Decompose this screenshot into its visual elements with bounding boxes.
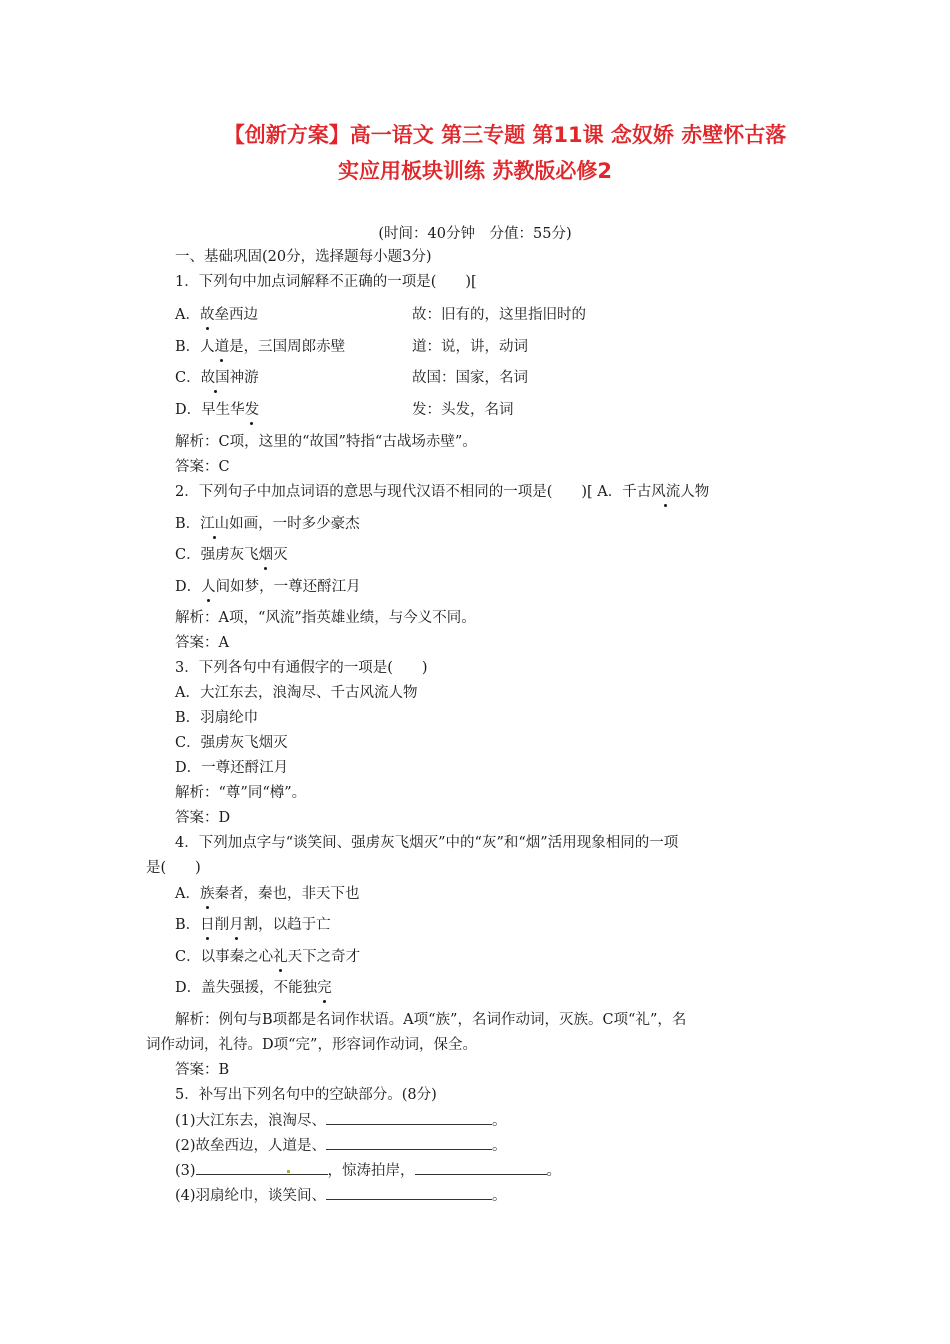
q3-stem: 3．下列各句中有通假字的一项是( ) [175, 660, 428, 676]
fill-blank[interactable] [326, 1185, 492, 1200]
q3-option-d: D．一尊还酹江月 [175, 760, 289, 776]
document-title-line-1: 【创新方案】高一语文 第三专题 第11课 念奴娇 赤壁怀古落 [223, 123, 787, 147]
q1-stem: 1．下列句中加点词解释不正确的一项是( )[ [175, 274, 477, 290]
q1-analysis: 解析：C项，这里的“故国”特指“古战场赤壁”。 [175, 434, 477, 450]
q3-option-a: A．大江东去，浪淘尽、千古风流人物 [175, 685, 418, 701]
q3-answer: 答案：D [175, 810, 231, 826]
q2-option-b: B．江山如画，一时多少豪杰 [175, 516, 360, 532]
q1-answer: 答案：C [175, 459, 230, 475]
q1-option-b-note: 道：说，讲，动词 [412, 339, 528, 355]
q5-item-2: (2)故垒西边，人道是、 。 [175, 1135, 507, 1156]
q1-option-c-note: 故国：国家，名词 [412, 370, 528, 386]
q4-answer: 答案：B [175, 1062, 230, 1078]
q5-item-4: (4)羽扇纶巾，谈笑间、 。 [175, 1185, 507, 1206]
q5-item-3: (3) ，惊涛拍岸， 。 [175, 1160, 561, 1181]
q1-option-a: A．故垒西边 [175, 307, 258, 323]
q5-item-1: (1)大江东去，浪淘尽、 。 [175, 1110, 507, 1131]
q1-option-d-note: 发：头发，名词 [412, 402, 514, 418]
q4-stem-line-1: 4．下列加点字与“谈笑间、强虏灰飞烟灭”中的“灰”和“烟”活用现象相同的一项 [175, 835, 679, 851]
document-title-line-2: 实应用板块训练 苏教版必修2 [338, 159, 612, 183]
fill-blank[interactable] [196, 1160, 328, 1175]
q4-option-b: B．日削月割，以趋于亡 [175, 917, 331, 933]
q4-option-c: C．以事秦之心礼天下之奇才 [175, 949, 361, 965]
q1-option-b: B．人道是，三国周郎赤壁 [175, 339, 346, 355]
q4-option-d: D．盖失强援，不能独完 [175, 980, 332, 996]
fill-blank[interactable] [415, 1160, 547, 1175]
q1-option-d: D．早生华发 [175, 402, 260, 418]
q4-analysis-line-1: 解析：例句与B项都是名词作状语。A项“族”，名词作动词，灭族。C项“礼”，名 [175, 1012, 687, 1028]
q4-analysis-line-2: 词作动词，礼待。D项“完”，形容词作动词，保全。 [146, 1037, 477, 1053]
q3-option-c: C．强虏灰飞烟灭 [175, 735, 288, 751]
q3-analysis: 解析：“尊”同“樽”。 [175, 785, 307, 801]
q2-option-c: C．强虏灰飞烟灭 [175, 547, 288, 563]
q1-option-c: C．故国神游 [175, 370, 259, 386]
q2-answer: 答案：A [175, 635, 229, 651]
q4-option-a: A．族秦者，秦也，非天下也 [175, 886, 360, 902]
q2-option-d: D．人间如梦，一尊还酹江月 [175, 579, 361, 595]
q2-analysis: 解析：A项，“风流”指英雄业绩，与今义不同。 [175, 610, 476, 626]
q2-stem: 2．下列句子中加点词语的意思与现代汉语不相同的一项是( )[ A．千古风流人物 [175, 484, 710, 500]
fill-blank[interactable] [326, 1110, 492, 1125]
q4-stem-line-2: 是( ) [146, 860, 201, 876]
q5-stem: 5．补写出下列名句中的空缺部分。(8分) [175, 1087, 437, 1103]
fill-blank[interactable] [326, 1135, 492, 1150]
q3-option-b: B．羽扇纶巾 [175, 710, 259, 726]
stray-mark [287, 1170, 290, 1173]
section-heading: 一、基础巩固(20分，选择题每小题3分) [175, 249, 432, 265]
time-score-info: (时间：40分钟 分值：55分) [378, 226, 572, 242]
q1-option-a-note: 故：旧有的，这里指旧时的 [412, 307, 586, 323]
